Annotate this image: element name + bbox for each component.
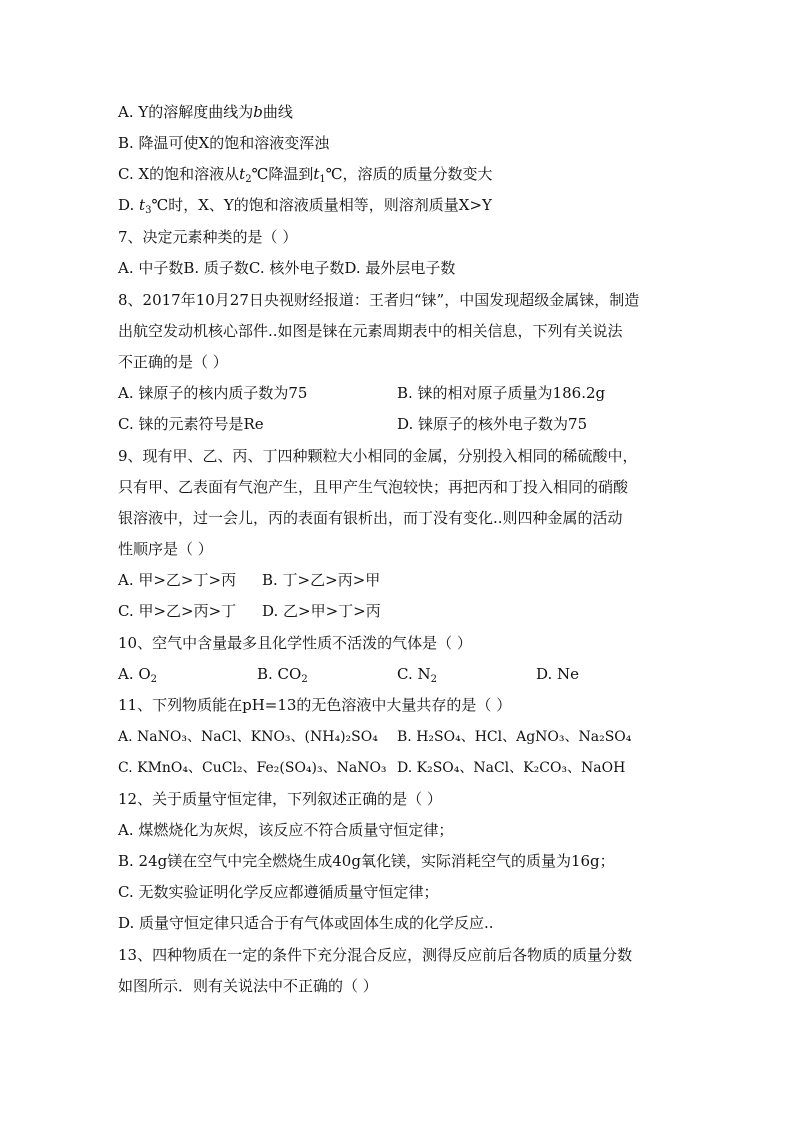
q6-option-c [118, 164, 493, 184]
q6-option-c-sub1: 1 [319, 174, 326, 185]
q12-stem: 12、关于质量守恒定律，下列叙述正确的是（ ） [118, 790, 442, 808]
q8-stem-line1: 8、2017年10月27日央视财经报道：王者归“铼”，中国发现超级金属铼，制造 [118, 291, 640, 309]
q6-option-d [118, 195, 492, 215]
q8-option-d: D. 铼原子的核外电子数为75 [397, 415, 588, 433]
q11-option-d: D. K₂SO₄、NaCl、K₂CO₃、NaOH [397, 760, 626, 776]
q10-option-c-sub: 2 [430, 674, 437, 685]
q6-option-c-sub2: 2 [245, 174, 252, 185]
q10-option-b-text: B. CO [257, 665, 302, 683]
q8-stem-line3: 不正确的是（ ） [118, 353, 228, 371]
q6-option-c-t1: t [313, 165, 320, 183]
q6-option-a [118, 102, 293, 122]
q10-stem: 10、空气中含量最多且化学性质不活泼的气体是（ ） [118, 634, 472, 652]
q12-option-c: C. 无数实验证明化学反应都遵循质量守恒定律； [118, 883, 439, 901]
q13-stem-line2: 如图所示．则有关说法中不正确的（ ） [118, 977, 378, 995]
q6-option-d-tail: ℃时，X、Y的饱和溶液质量相等，则溶剂质量X>Y [151, 196, 492, 214]
q6-option-d-t3: t [139, 196, 146, 214]
q12-option-b: B. 24g镁在空气中完全燃烧生成40g氧化镁，实际消耗空气的质量为16g； [118, 852, 615, 870]
q7-stem: 7、决定元素种类的是（ ） [118, 228, 298, 246]
q8-stem-line2: 出航空发动机核心部件..如图是铼在元素周期表中的相关信息，下列有关说法 [118, 322, 623, 340]
q6-option-d-sub3: 3 [145, 205, 152, 216]
q13-stem-line1: 13、四种物质在一定的条件下充分混合反应，测得反应前后各物质的质量分数 [118, 946, 633, 964]
q10-option-a-sub: 2 [150, 674, 158, 685]
q10-option-a [118, 664, 157, 684]
q9-stem-line2: 只有甲、乙表面有气泡产生，且甲产生气泡较快；再把丙和丁投入相同的硝酸 [118, 478, 629, 496]
q6-option-b: B. 降温可使X的饱和溶液变浑浊 [118, 134, 330, 152]
q6-option-c-text: C. X的饱和溶液从 [118, 165, 240, 183]
q9-stem-line1: 9、现有甲、乙、丙、丁四种颗粒大小相同的金属，分别投入相同的稀硫酸中， [118, 447, 638, 465]
q11-option-b: B. H₂SO₄、HCl、AgNO₃、Na₂SO₄ [397, 729, 632, 745]
q9-option-b: B. 丁>乙>丙>甲 [262, 571, 381, 589]
q8-option-b: B. 铼的相对原子质量为186.2g [397, 384, 606, 402]
q6-option-a-tail: 曲线 [262, 103, 293, 121]
q10-option-d: D. Ne [536, 665, 580, 683]
q12-option-a: A. 煤燃烧化为灰烬，该反应不符合质量守恒定律； [118, 821, 454, 839]
q8-option-a: A. 铼原子的核内质子数为75 [118, 384, 308, 402]
q7-options: A. 中子数B. 质子数C. 核外电子数D. 最外层电子数 [118, 259, 456, 277]
q6-option-d-text: D. [118, 196, 140, 214]
q6-option-a-text: A. Y的溶解度曲线为 [118, 103, 254, 121]
q11-option-a: A. NaNO₃、NaCl、KNO₃、(NH₄)₂SO₄ [118, 729, 378, 745]
q11-option-c: C. KMnO₄、CuCl₂、Fe₂(SO₄)₃、NaNO₃ [118, 760, 387, 776]
q11-stem: 11、下列物质能在pH=13的无色溶液中大量共存的是（ ） [118, 696, 512, 714]
q6-option-a-var: b [253, 103, 263, 121]
q10-option-a-text: A. O [118, 665, 151, 683]
q8-option-c: C. 铼的元素符号是Re [118, 415, 264, 433]
q9-option-c: C. 甲>乙>丙>丁 [118, 602, 237, 620]
q9-stem-line4: 性顺序是（ ） [118, 540, 213, 558]
q10-option-b-sub: 2 [301, 674, 308, 685]
q9-option-a: A. 甲>乙>丁>丙 [118, 571, 237, 589]
q6-option-c-mid: ℃降温到 [251, 165, 314, 183]
q10-option-c [397, 664, 437, 684]
q10-option-b [257, 664, 308, 684]
q12-option-d: D. 质量守恒定律只适合于有气体或固体生成的化学反应.. [118, 914, 494, 932]
q9-stem-line3: 银溶液中，过一会儿，丙的表面有银析出，而丁没有变化..则四种金属的活动 [118, 509, 623, 527]
q9-option-d: D. 乙>甲>丁>丙 [262, 602, 381, 620]
q10-option-c-text: C. N [397, 665, 431, 683]
q6-option-c-tail: ℃，溶质的质量分数变大 [325, 165, 493, 183]
q6-option-c-t2: t [239, 165, 246, 183]
